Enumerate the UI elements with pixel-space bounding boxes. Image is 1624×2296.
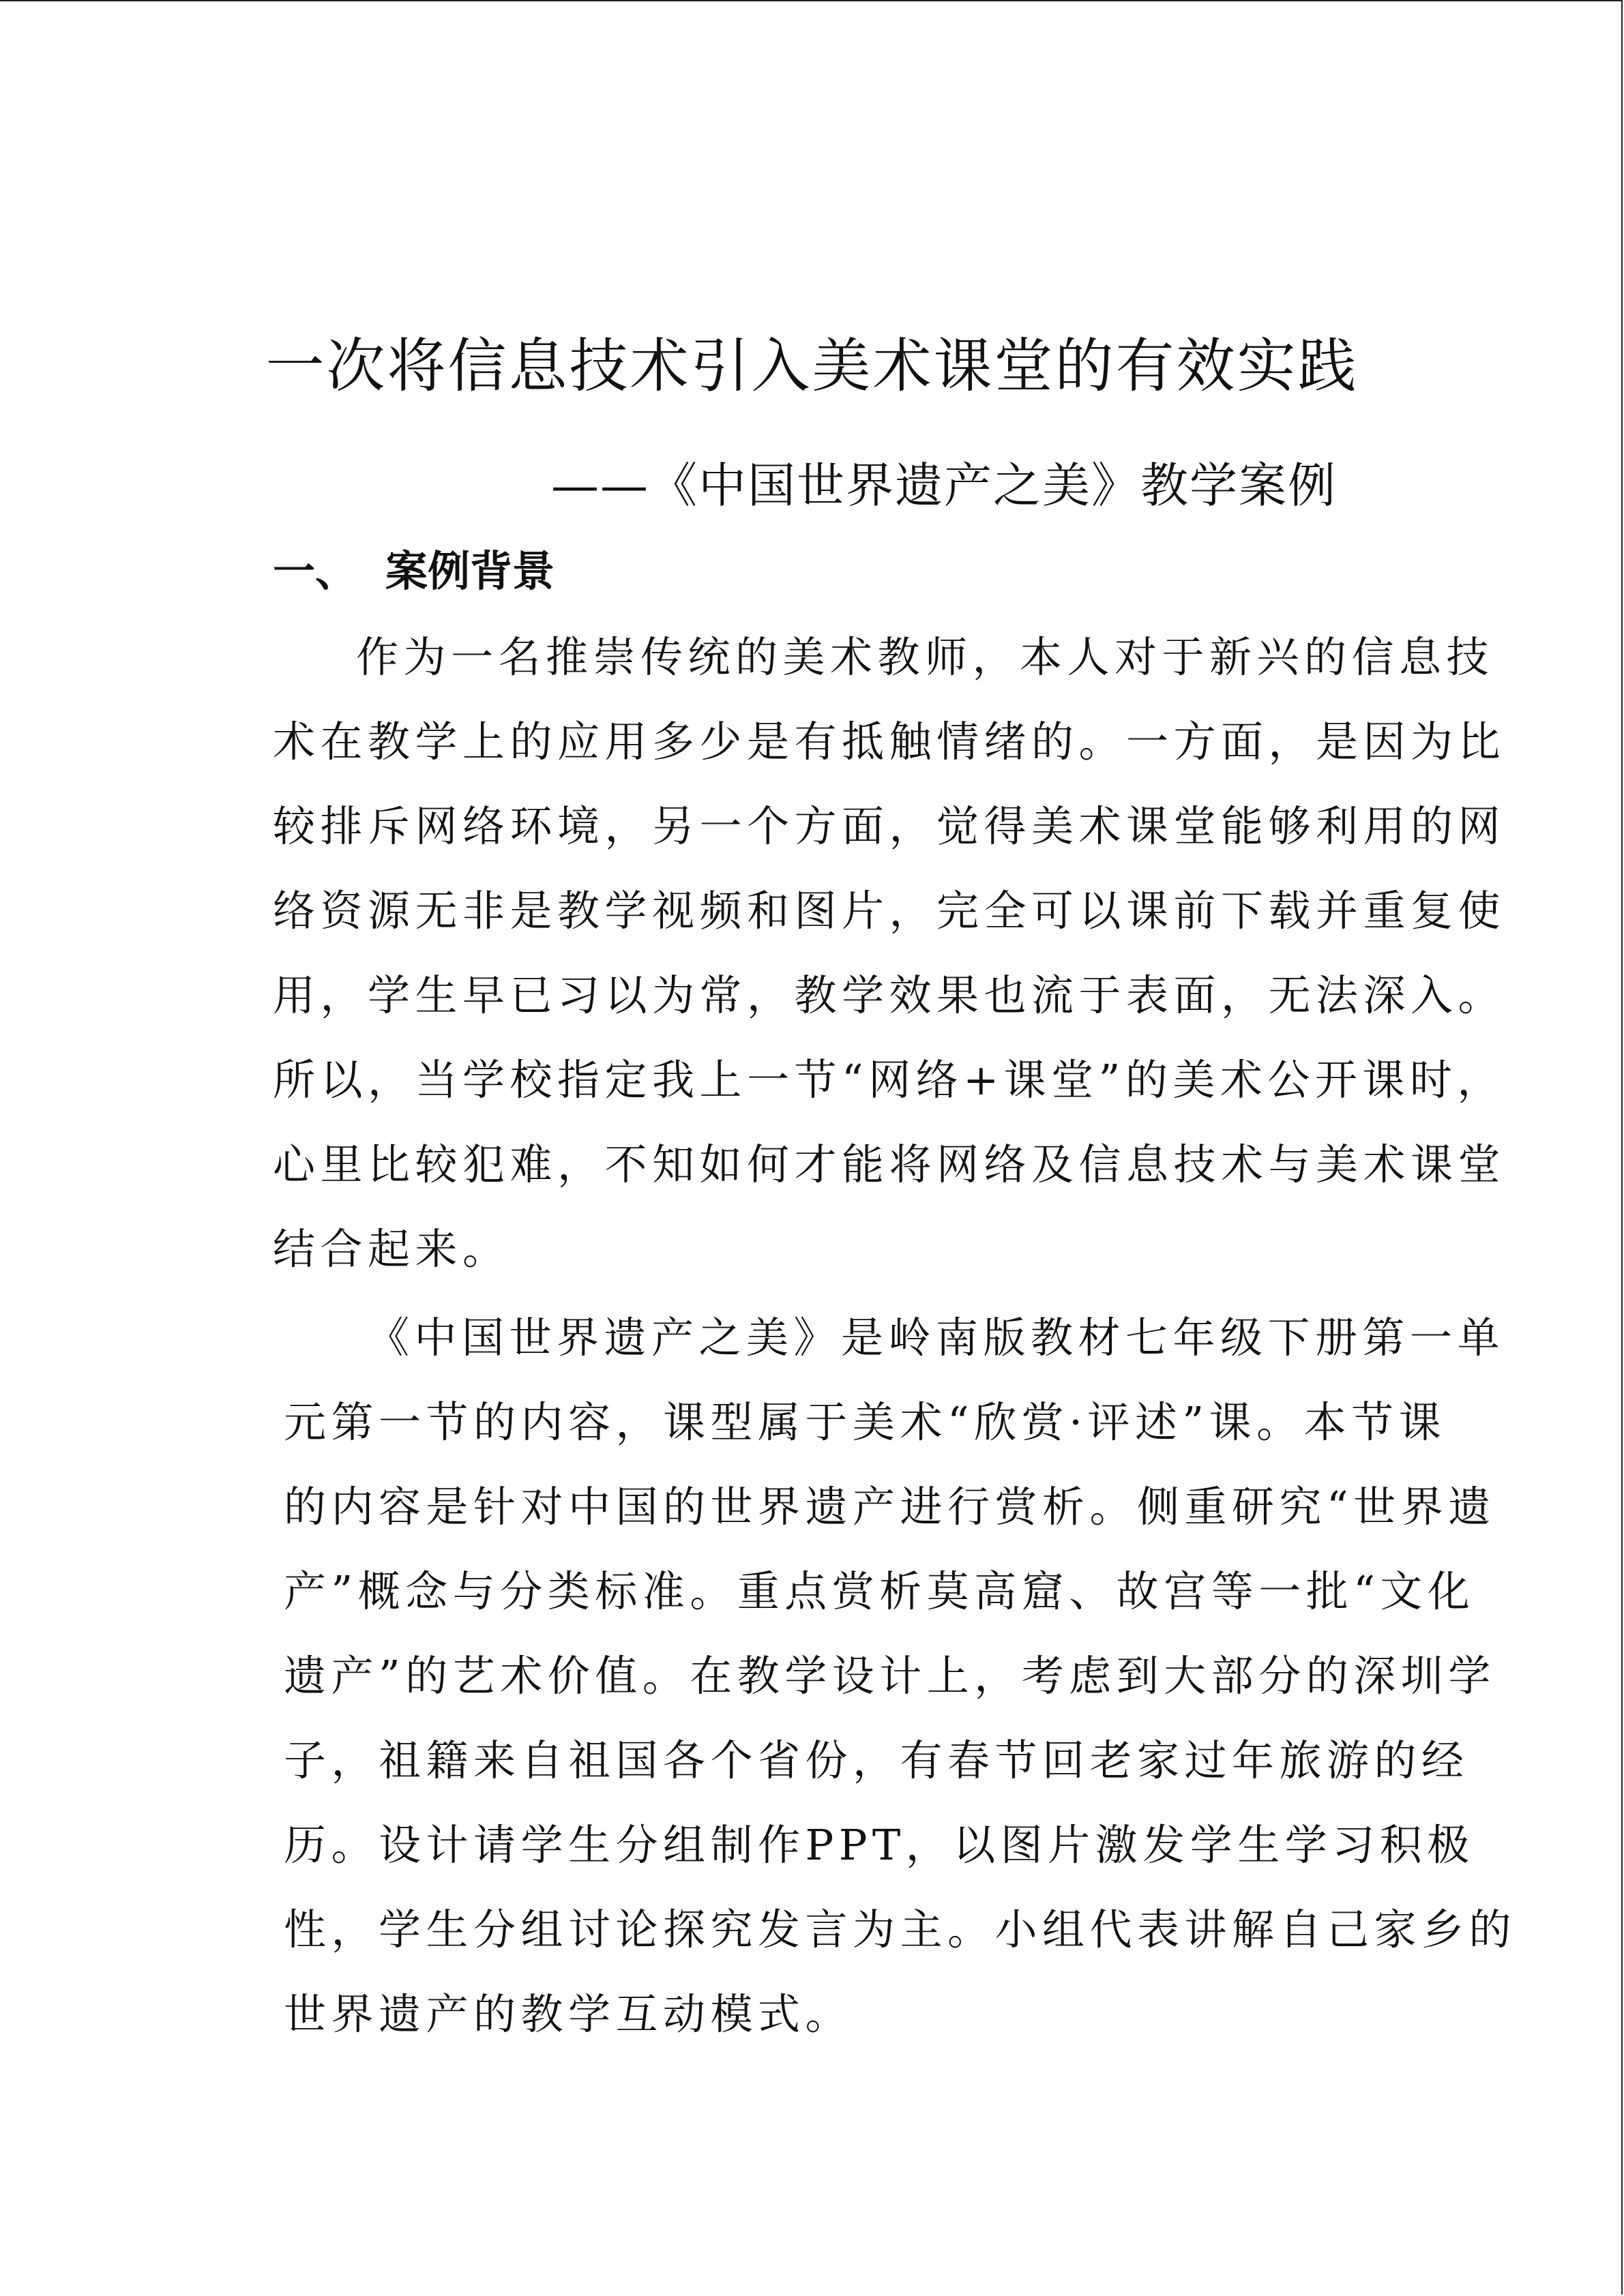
- section-number: 一、: [273, 546, 358, 596]
- paragraph-1: [273, 615, 1505, 1292]
- paragraph-line: 性，学生分组讨论探究发言为主。小组代表讲解自己家乡的: [284, 1905, 1517, 1954]
- section-heading: [273, 537, 555, 606]
- paragraph-line: 历。设计请学生分组制作PPT，以图片激发学生学习积极: [284, 1820, 1475, 1870]
- paragraph-line: 遗产”的艺术价值。在教学设计上，考虑到大部分的深圳学: [284, 1651, 1496, 1701]
- paragraph-2: [284, 1296, 1516, 2057]
- paragraph-line: 心里比较犯难，不知如何才能将网络及信息技术与美术课堂: [273, 1139, 1506, 1189]
- paragraph-line: 结合起来。: [273, 1224, 510, 1274]
- paragraph-line: 产”概念与分类标准。重点赏析莫高窟、故宫等一批“文化: [284, 1566, 1475, 1616]
- paragraph-line: 所以，当学校指定我上一节“网络+课堂”的美术公开课时，: [273, 1055, 1505, 1105]
- paragraph-line: 《中国世界遗产之美》是岭南版教材七年级下册第一单: [367, 1313, 1505, 1362]
- document-subtitle: ——《中国世界遗产之美》教学案例: [551, 458, 1337, 513]
- paragraph-line: 子，祖籍来自祖国各个省份，有春节回老家过年旅游的经: [284, 1735, 1469, 1785]
- paragraph-line: 元第一节的内容，课型属于美术“欣赏·评述”课。本节课: [284, 1397, 1447, 1447]
- paragraph-line: 作为一名推崇传统的美术教师，本人对于新兴的信息技: [356, 632, 1494, 682]
- paragraph-line: 世界遗产的教学互动模式。: [284, 1989, 853, 2039]
- paragraph-line: 术在教学上的应用多少是有抵触情绪的。一方面，是因为比: [273, 717, 1506, 766]
- paragraph-line: 较排斥网络环境，另一个方面，觉得美术课堂能够利用的网: [273, 801, 1506, 851]
- paragraph-line: 络资源无非是教学视频和图片，完全可以课前下载并重复使: [273, 886, 1506, 936]
- document-title: 一次将信息技术引入美术课堂的有效实践: [265, 332, 1359, 400]
- section-title: 案例背景: [385, 546, 555, 596]
- paragraph-line: 的内容是针对中国的世界遗产进行赏析。侧重研究“世界遗: [284, 1482, 1496, 1532]
- paragraph-line: 用，学生早已习以为常，教学效果也流于表面，无法深入。: [273, 970, 1506, 1020]
